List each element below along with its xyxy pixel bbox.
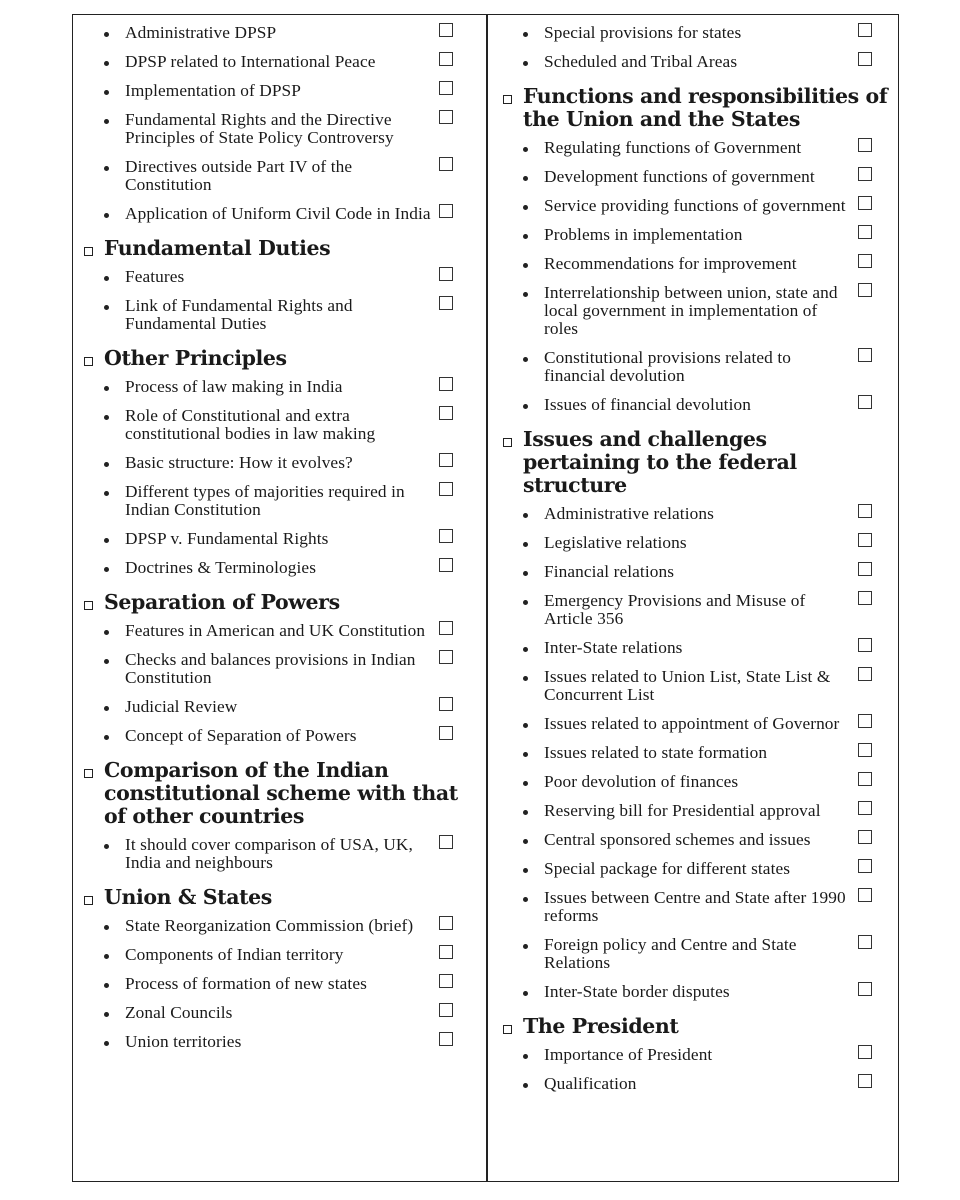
checklist-item — [84, 24, 474, 42]
section-heading — [84, 759, 474, 828]
bullet-icon — [104, 166, 109, 171]
checklist-item-label: State Reorganization Commission (brief) — [125, 916, 414, 935]
checkbox[interactable] — [439, 529, 453, 543]
checklist-item — [84, 1004, 474, 1022]
section-checkbox-icon[interactable] — [503, 95, 512, 104]
bullet-icon — [523, 944, 528, 949]
bullet-icon — [104, 491, 109, 496]
bullet-icon — [104, 983, 109, 988]
bullet-icon — [104, 386, 109, 391]
checkbox[interactable] — [858, 138, 872, 152]
checkbox[interactable] — [858, 935, 872, 949]
checkbox[interactable] — [858, 638, 872, 652]
bullet-icon — [104, 954, 109, 959]
checkbox[interactable] — [439, 650, 453, 664]
checklist-item-label: Interrelationship between union, state and local government in implementation of roles — [544, 283, 838, 338]
checkbox[interactable] — [439, 296, 453, 310]
checkbox[interactable] — [858, 591, 872, 605]
checklist-item-label: Union territories — [125, 1032, 242, 1051]
checkbox[interactable] — [439, 204, 453, 218]
checkbox[interactable] — [858, 225, 872, 239]
checkbox[interactable] — [858, 714, 872, 728]
section-heading — [503, 1015, 888, 1038]
bullet-icon — [523, 513, 528, 518]
checklist-item-label: Fundamental Rights and the Directive Principles of State Policy Controversy — [125, 110, 394, 147]
checkbox[interactable] — [858, 196, 872, 210]
bullet-icon — [104, 415, 109, 420]
checklist-item — [503, 860, 888, 878]
checklist-item-label: Scheduled and Tribal Areas — [544, 52, 738, 71]
checklist-item — [503, 396, 888, 414]
checklist-item — [503, 168, 888, 186]
checkbox[interactable] — [439, 726, 453, 740]
bullet-icon — [523, 676, 528, 681]
checkbox[interactable] — [858, 504, 872, 518]
checkbox[interactable] — [858, 283, 872, 297]
checklist-item-label: Zonal Councils — [125, 1003, 233, 1022]
checklist-item — [503, 889, 888, 925]
section-checkbox-icon[interactable] — [84, 896, 93, 905]
section-functions-and-responsibilities-of-the-un — [503, 85, 888, 414]
section-checkbox-icon[interactable] — [503, 1025, 512, 1034]
checklist-item — [503, 53, 888, 71]
checklist-item-label: Directives outside Part IV of the Constitution — [125, 157, 353, 194]
bullet-icon — [523, 205, 528, 210]
section-union-states — [84, 886, 474, 1051]
checklist-item — [84, 622, 474, 640]
section-continued — [84, 24, 474, 223]
bullet-icon — [523, 868, 528, 873]
checklist-item — [84, 975, 474, 993]
checklist-item — [84, 297, 474, 333]
section-the-president — [503, 1015, 888, 1093]
checklist-item — [503, 197, 888, 215]
checklist-item-label: Issues of financial devolution — [544, 395, 751, 414]
section-checkbox-icon[interactable] — [84, 247, 93, 256]
section-heading — [503, 428, 888, 497]
bullet-icon — [104, 462, 109, 467]
checklist-item — [503, 534, 888, 552]
bullet-icon — [104, 276, 109, 281]
checkbox[interactable] — [858, 667, 872, 681]
checklist-item — [84, 111, 474, 147]
checklist-item-label: Recommendations for improvement — [544, 254, 797, 273]
checkbox[interactable] — [858, 830, 872, 844]
checklist-item-label: Process of formation of new states — [125, 974, 367, 993]
checklist-item — [503, 505, 888, 523]
checkbox[interactable] — [858, 533, 872, 547]
checkbox[interactable] — [439, 1032, 453, 1046]
checklist-item — [84, 698, 474, 716]
checkbox[interactable] — [439, 621, 453, 635]
section-heading — [84, 237, 474, 260]
checkbox[interactable] — [858, 801, 872, 815]
checkbox[interactable] — [439, 157, 453, 171]
checklist-item — [503, 668, 888, 704]
section-title: Fundamental Duties — [104, 236, 331, 260]
checklist-item-label: Role of Constitutional and extra constitutional bodies in law making — [125, 406, 376, 443]
checkbox[interactable] — [439, 1003, 453, 1017]
bullet-icon — [104, 305, 109, 310]
checkbox[interactable] — [439, 267, 453, 281]
checklist-item-label: Concept of Separation of Powers — [125, 726, 357, 745]
bullet-icon — [104, 659, 109, 664]
bullet-icon — [104, 213, 109, 218]
bullet-icon — [523, 292, 528, 297]
checkbox[interactable] — [858, 348, 872, 362]
bullet-icon — [523, 32, 528, 37]
section-other-principles — [84, 347, 474, 577]
checkbox[interactable] — [858, 743, 872, 757]
bullet-icon — [104, 844, 109, 849]
checkbox[interactable] — [858, 395, 872, 409]
bullet-icon — [523, 752, 528, 757]
section-checkbox-icon[interactable] — [84, 357, 93, 366]
bullet-icon — [523, 234, 528, 239]
checkbox[interactable] — [439, 453, 453, 467]
checklist-item-label: DPSP v. Fundamental Rights — [125, 529, 329, 548]
section-checkbox-icon[interactable] — [84, 769, 93, 778]
section-comparison-of-the-indian-constitutional- — [84, 759, 474, 872]
checklist-item-label: It should cover comparison of USA, UK, India and neighbours — [125, 835, 413, 872]
checklist-item-label: Implementation of DPSP — [125, 81, 301, 100]
checklist-item-label: Inter-State border disputes — [544, 982, 730, 1001]
checklist-item — [503, 592, 888, 628]
checkbox[interactable] — [858, 562, 872, 576]
checklist-item — [503, 983, 888, 1001]
checklist-item — [84, 82, 474, 100]
checklist-item — [84, 727, 474, 745]
bullet-icon — [523, 176, 528, 181]
section-issues-and-challenges-pertaining-to-the- — [503, 428, 888, 1001]
checklist-item-label: Doctrines & Terminologies — [125, 558, 317, 577]
checkbox[interactable] — [858, 1074, 872, 1088]
checklist-item-label: Features — [125, 267, 185, 286]
checklist-item — [84, 836, 474, 872]
bullet-icon — [523, 147, 528, 152]
checkbox[interactable] — [858, 52, 872, 66]
section-separation-of-powers — [84, 591, 474, 745]
bullet-icon — [523, 542, 528, 547]
checklist-item — [84, 407, 474, 443]
bullet-icon — [523, 571, 528, 576]
checklist-item — [503, 802, 888, 820]
checkbox[interactable] — [858, 982, 872, 996]
bullet-icon — [104, 90, 109, 95]
checklist-item — [84, 53, 474, 71]
section-fundamental-duties — [84, 237, 474, 333]
section-heading — [84, 886, 474, 909]
checklist-item-label: Different types of majorities required in Indian Constitution — [125, 482, 405, 519]
checkbox[interactable] — [439, 23, 453, 37]
checklist-item-label: Central sponsored schemes and issues — [544, 830, 811, 849]
bullet-icon — [523, 723, 528, 728]
checklist-item — [84, 205, 474, 223]
section-checkbox-icon[interactable] — [503, 438, 512, 447]
section-continued — [503, 24, 888, 71]
checklist-item — [84, 454, 474, 472]
checklist-item-label: Inter-State relations — [544, 638, 683, 657]
checklist-item — [84, 946, 474, 964]
bullet-icon — [104, 32, 109, 37]
checklist-item-label: Poor devolution of finances — [544, 772, 739, 791]
bullet-icon — [104, 706, 109, 711]
checklist-item — [503, 831, 888, 849]
checklist-item — [503, 936, 888, 972]
checkbox[interactable] — [439, 110, 453, 124]
checkbox[interactable] — [858, 888, 872, 902]
bullet-icon — [104, 119, 109, 124]
right-column — [503, 24, 888, 1104]
checklist-item-label: Regulating functions of Government — [544, 138, 802, 157]
checklist-item — [84, 530, 474, 548]
bullet-icon — [523, 1083, 528, 1088]
checklist-item — [503, 284, 888, 338]
checklist-item-label: Administrative DPSP — [125, 23, 277, 42]
checklist-item-label: Special provisions for states — [544, 23, 742, 42]
checkbox[interactable] — [439, 52, 453, 66]
bullet-icon — [523, 263, 528, 268]
checkbox[interactable] — [439, 835, 453, 849]
checklist-item — [84, 559, 474, 577]
bullet-icon — [104, 1012, 109, 1017]
checkbox[interactable] — [439, 916, 453, 930]
checklist-item-label: Basic structure: How it evolves? — [125, 453, 353, 472]
checklist-item-label: Importance of President — [544, 1045, 713, 1064]
checkbox[interactable] — [439, 406, 453, 420]
bullet-icon — [523, 647, 528, 652]
bullet-icon — [104, 630, 109, 635]
checklist-item — [503, 139, 888, 157]
checklist-item — [84, 158, 474, 194]
checklist-item-label: DPSP related to International Peace — [125, 52, 376, 71]
checklist-item-label: Checks and balances provisions in Indian Constitution — [125, 650, 416, 687]
checklist-item — [84, 378, 474, 396]
checklist-item — [84, 651, 474, 687]
checklist-item — [503, 744, 888, 762]
checklist-item-label: Components of Indian territory — [125, 945, 344, 964]
checklist-item — [84, 917, 474, 935]
checkbox[interactable] — [439, 558, 453, 572]
checklist-item-label: Service providing functions of government — [544, 196, 846, 215]
bullet-icon — [104, 735, 109, 740]
checklist-item-label: Judicial Review — [125, 697, 238, 716]
checkbox[interactable] — [439, 974, 453, 988]
checklist-item-label: Issues related to appointment of Governor — [544, 714, 840, 733]
checklist-item-label: Issues between Centre and State after 1990 reforms — [544, 888, 846, 925]
checklist-item-label: Qualification — [544, 1074, 637, 1093]
checklist-item-label: Link of Fundamental Rights and Fundamental Duties — [125, 296, 353, 333]
bullet-icon — [523, 600, 528, 605]
section-heading — [503, 85, 888, 131]
checklist-item-label: Issues related to state formation — [544, 743, 768, 762]
checklist-item-label: Legislative relations — [544, 533, 687, 552]
checklist-item — [503, 563, 888, 581]
bullet-icon — [104, 61, 109, 66]
bullet-icon — [523, 991, 528, 996]
checklist-item-label: Financial relations — [544, 562, 675, 581]
checklist-item — [503, 715, 888, 733]
section-title: Separation of Powers — [104, 590, 340, 614]
checklist-item-label: Features in American and UK Constitution — [125, 621, 426, 640]
bullet-icon — [523, 1054, 528, 1059]
checklist-item-label: Foreign policy and Centre and State Relations — [544, 935, 797, 972]
bullet-icon — [523, 781, 528, 786]
checklist-item-label: Application of Uniform Civil Code in India — [125, 204, 431, 223]
checklist-item-label: Reserving bill for Presidential approval — [544, 801, 821, 820]
bullet-icon — [523, 897, 528, 902]
checkbox[interactable] — [439, 482, 453, 496]
checklist-item — [503, 639, 888, 657]
checklist-item — [84, 483, 474, 519]
section-title: Union & States — [104, 885, 272, 909]
left-column — [84, 24, 474, 1062]
bullet-icon — [104, 1041, 109, 1046]
section-title: Functions and responsibilities of the Union and the States — [523, 84, 888, 131]
checklist-item — [84, 1033, 474, 1051]
bullet-icon — [104, 567, 109, 572]
checklist-item-label: Issues related to Union List, State List & Concurrent List — [544, 667, 831, 704]
checkbox[interactable] — [858, 772, 872, 786]
column-divider — [486, 14, 488, 1182]
checkbox[interactable] — [439, 81, 453, 95]
section-title: The President — [523, 1014, 679, 1038]
checkbox[interactable] — [858, 859, 872, 873]
checklist-item-label: Process of law making in India — [125, 377, 343, 396]
section-title: Comparison of the Indian constitutional scheme with that of other countries — [104, 758, 458, 828]
checklist-item — [84, 268, 474, 286]
checklist-item-label: Emergency Provisions and Misuse of Article 356 — [544, 591, 806, 628]
section-title: Issues and challenges pertaining to the federal structure — [523, 427, 797, 497]
checkbox[interactable] — [858, 167, 872, 181]
bullet-icon — [523, 839, 528, 844]
section-title: Other Principles — [104, 346, 287, 370]
checkbox[interactable] — [858, 254, 872, 268]
checklist-item-label: Development functions of government — [544, 167, 815, 186]
checklist-item-label: Problems in implementation — [544, 225, 743, 244]
checkbox[interactable] — [439, 697, 453, 711]
checklist-item-label: Constitutional provisions related to financial devolution — [544, 348, 791, 385]
checklist-item-label: Administrative relations — [544, 504, 714, 523]
checklist-item — [503, 349, 888, 385]
bullet-icon — [523, 357, 528, 362]
checkbox[interactable] — [858, 23, 872, 37]
checkbox[interactable] — [858, 1045, 872, 1059]
checklist-item — [503, 1075, 888, 1093]
section-heading — [84, 347, 474, 370]
bullet-icon — [104, 925, 109, 930]
checklist-item — [503, 1046, 888, 1064]
section-checkbox-icon[interactable] — [84, 601, 93, 610]
checkbox[interactable] — [439, 377, 453, 391]
section-heading — [84, 591, 474, 614]
checkbox[interactable] — [439, 945, 453, 959]
checklist-item — [503, 255, 888, 273]
bullet-icon — [104, 538, 109, 543]
bullet-icon — [523, 810, 528, 815]
bullet-icon — [523, 61, 528, 66]
checklist-item — [503, 773, 888, 791]
bullet-icon — [523, 404, 528, 409]
checklist-item — [503, 24, 888, 42]
checklist-item — [503, 226, 888, 244]
checklist-item-label: Special package for different states — [544, 859, 791, 878]
